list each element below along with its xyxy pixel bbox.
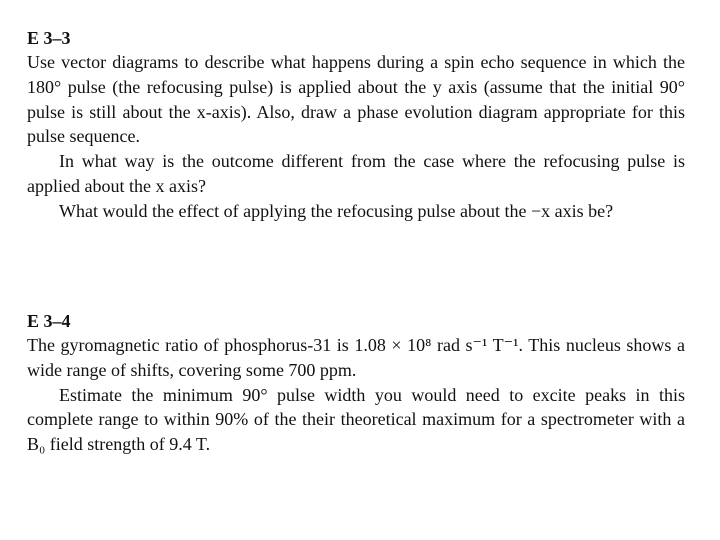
exercise-e3-4 bbox=[27, 309, 685, 457]
exercise-title: E 3–3 bbox=[27, 28, 71, 48]
exercise-title: E 3–4 bbox=[27, 311, 71, 331]
exercise-e3-3 bbox=[27, 26, 685, 224]
exercise-paragraph: Estimate the minimum 90° pulse width you would need to excite peaks in this complete range to within 90% of the their theoretical maximum for a spectrometer with a B₀ field strength of 9.4 T. bbox=[27, 384, 685, 455]
exercise-paragraph: Use vector diagrams to describe what happens during a spin echo sequence in which the 180° pulse (the refocusing pulse) is applied about the y axis (assume that the initial 90° pulse is still about the x-axis). Also, draw a phase evolution diagram appropriate for this pulse sequence. bbox=[27, 52, 685, 147]
exercise-paragraph: In what way is the outcome different from the case where the refocusing pulse is applied about the x axis? bbox=[27, 151, 685, 196]
exercise-paragraph: What would the effect of applying the refocusing pulse about the −x axis be? bbox=[59, 200, 614, 221]
exercise-paragraph: The gyromagnetic ratio of phosphorus-31 is 1.08 × 10⁸ rad s⁻¹ T⁻¹. This nucleus shows a wide range of shifts, covering some 700 ppm. bbox=[27, 335, 685, 380]
